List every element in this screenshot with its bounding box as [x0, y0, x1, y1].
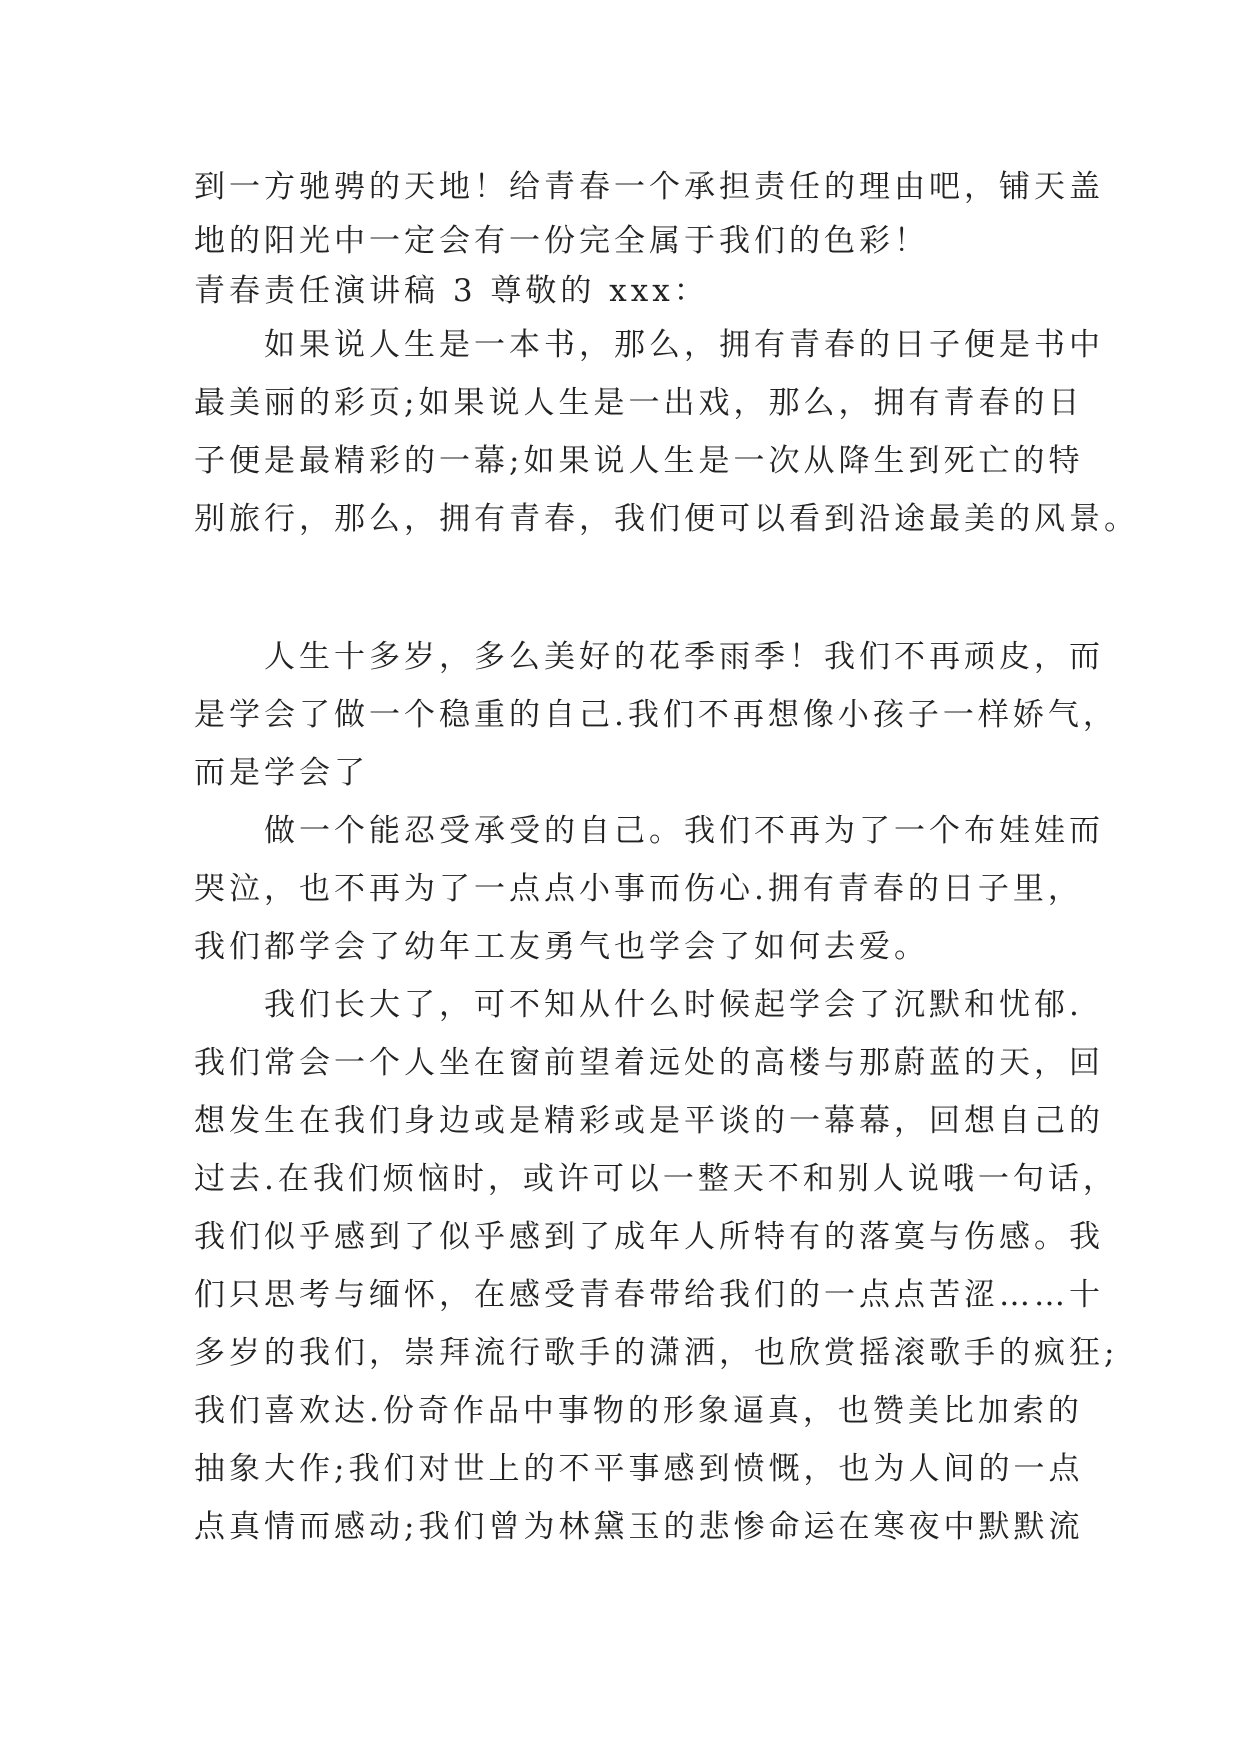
text-line: 我们都学会了幼年工友勇气也学会了如何去爱。	[194, 929, 929, 965]
text-line: 别旅行，那么，拥有青春，我们便可以看到沿途最美的风景。	[194, 501, 1139, 537]
text-line: 如果说人生是一本书，那么，拥有青春的日子便是书中	[194, 327, 1104, 363]
text-line: 地的阳光中一定会有一份完全属于我们的色彩！	[194, 223, 929, 259]
text-line: 我们长大了，可不知从什么时候起学会了沉默和忧郁.	[194, 987, 1083, 1023]
paragraph-gap	[194, 548, 1074, 628]
paragraph-4	[194, 976, 1119, 1556]
paragraph-2	[194, 628, 1118, 802]
text-line: 多岁的我们，崇拜流行歌手的潇洒，也欣赏摇滚歌手的疯狂;	[194, 1335, 1119, 1371]
text-line: 到一方驰骋的天地！给青春一个承担责任的理由吧，铺天盖	[194, 169, 1104, 205]
text-line: 想发生在我们身边或是精彩或是平谈的一幕幕，回想自己的	[194, 1103, 1104, 1139]
paragraph-continuation	[194, 158, 1104, 266]
text-line: 我们常会一个人坐在窗前望着远处的高楼与那蔚蓝的天，回	[194, 1045, 1104, 1081]
text-line: 过去.在我们烦恼时，或许可以一整天不和别人说哦一句话，	[194, 1161, 1118, 1197]
text-line: 们只思考与缅怀，在感受青春带给我们的一点点苦涩……十	[194, 1277, 1104, 1313]
document-body	[194, 158, 1139, 1556]
text-line: 人生十多岁，多么美好的花季雨季！我们不再顽皮，而	[194, 639, 1104, 675]
text-line: 哭泣，也不再为了一点点小事而伤心.拥有青春的日子里，	[194, 871, 1083, 907]
text-line: 是学会了做一个稳重的自己.我们不再想像小孩子一样娇气，	[194, 697, 1118, 733]
text-line: 子便是最精彩的一幕;如果说人生是一次从降生到死亡的特	[194, 443, 1084, 479]
text-line: 最美丽的彩页;如果说人生是一出戏，那么，拥有青春的日	[194, 385, 1084, 421]
text-line: 做一个能忍受承受的自己。我们不再为了一个布娃娃而	[194, 813, 1104, 849]
text-line: 而是学会了	[194, 755, 369, 791]
text-line: 我们似乎感到了似乎感到了成年人所特有的落寞与伤感。我	[194, 1219, 1104, 1255]
speech-heading: 青春责任演讲稿 3 尊敬的 xxx：	[194, 273, 709, 309]
text-line: 抽象大作;我们对世上的不平事感到愤慨，也为人间的一点	[194, 1451, 1084, 1487]
paragraph-3	[194, 802, 1104, 976]
paragraph-1	[194, 316, 1139, 548]
text-line: 点真情而感动;我们曾为林黛玉的悲惨命运在寒夜中默默流	[194, 1509, 1084, 1545]
text-line: 我们喜欢达.份奇作品中事物的形象逼真，也赞美比加索的	[194, 1393, 1083, 1429]
